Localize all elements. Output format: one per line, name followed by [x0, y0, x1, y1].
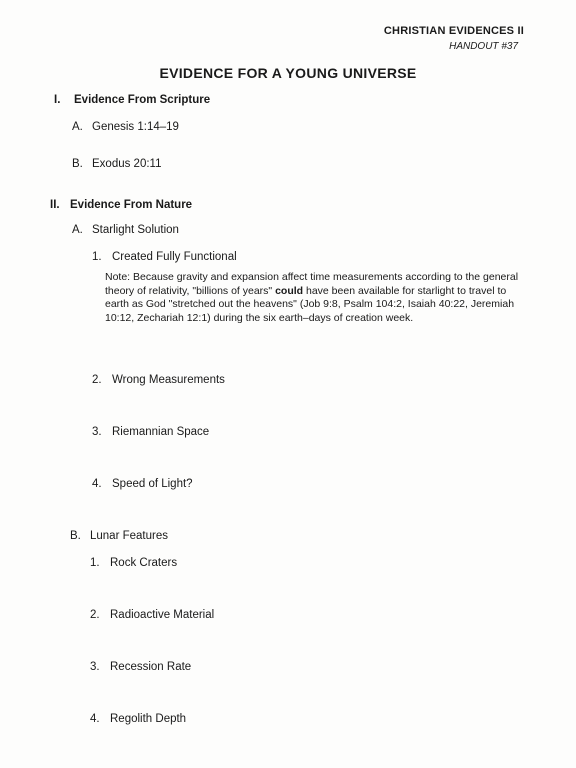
course-title: CHRISTIAN EVIDENCES II — [383, 25, 524, 37]
section-1-item-a — [72, 121, 179, 133]
section-2-item-b — [70, 530, 168, 542]
lunar-item-1-num: 1. — [90, 557, 100, 569]
starlight-item-4-num: 4. — [92, 478, 102, 490]
section-1-numeral: I. — [54, 94, 61, 106]
starlight-item-4 — [92, 478, 193, 490]
section-1-item-a-letter: A. — [72, 121, 83, 133]
note-text-before: Note: Because gravity and expansion affect time measurements according to the general theory of relativity, "billions of years" — [105, 271, 519, 297]
section-1-item-b-label: Exodus 20:11 — [92, 158, 162, 170]
lunar-item-1-label: Rock Craters — [110, 557, 178, 569]
lunar-item-3-num: 3. — [90, 661, 100, 673]
section-2-item-a-letter: A. — [72, 224, 83, 236]
starlight-item-2-num: 2. — [92, 374, 102, 386]
starlight-item-3-label: Riemannian Space — [112, 426, 210, 438]
note-emphasis: could — [275, 284, 304, 297]
lunar-item-2 — [90, 609, 214, 621]
lunar-item-1 — [90, 557, 177, 569]
starlight-item-3 — [92, 426, 209, 438]
section-2-item-a — [72, 224, 179, 236]
lunar-item-3 — [90, 661, 191, 673]
section-2-item-b-letter: B. — [70, 530, 81, 542]
section-2-heading — [50, 199, 192, 211]
starlight-item-1-num: 1. — [92, 251, 102, 263]
lunar-item-3-label: Recession Rate — [110, 661, 192, 673]
handout-number: HANDOUT #37 — [449, 41, 518, 52]
lunar-item-4 — [90, 713, 186, 725]
starlight-item-4-label: Speed of Light? — [112, 478, 193, 490]
section-1-heading — [54, 94, 210, 106]
relativity-note — [105, 271, 525, 325]
section-1-item-b — [72, 158, 161, 170]
section-1-item-a-label: Genesis 1:14–19 — [92, 121, 179, 133]
section-1-item-b-letter: B. — [72, 158, 83, 170]
lunar-item-4-num: 4. — [90, 713, 100, 725]
page-title: EVIDENCE FOR A YOUNG UNIVERSE — [159, 65, 417, 81]
starlight-item-1-label: Created Fully Functional — [112, 251, 237, 263]
section-1-label: Evidence From Scripture — [74, 94, 211, 106]
note-text-after: have been available for starlight to travel to earth as God "stretched out the heavens" (Job 9:8, Psalm 104:2, Isaiah 40:22, Jeremiah 10:12, Zechariah 12:1) during the six earth–days of creation week. — [105, 284, 515, 324]
starlight-item-3-num: 3. — [92, 426, 102, 438]
section-2-numeral: II. — [50, 199, 60, 211]
section-2-item-b-label: Lunar Features — [90, 530, 168, 542]
section-2-item-a-label: Starlight Solution — [92, 224, 179, 236]
starlight-item-1 — [92, 251, 237, 263]
starlight-item-2-label: Wrong Measurements — [112, 374, 225, 386]
lunar-item-2-num: 2. — [90, 609, 100, 621]
starlight-item-2 — [92, 374, 225, 386]
lunar-item-4-label: Regolith Depth — [110, 713, 187, 725]
lunar-item-2-label: Radioactive Material — [110, 609, 215, 621]
section-2-label: Evidence From Nature — [70, 199, 193, 211]
